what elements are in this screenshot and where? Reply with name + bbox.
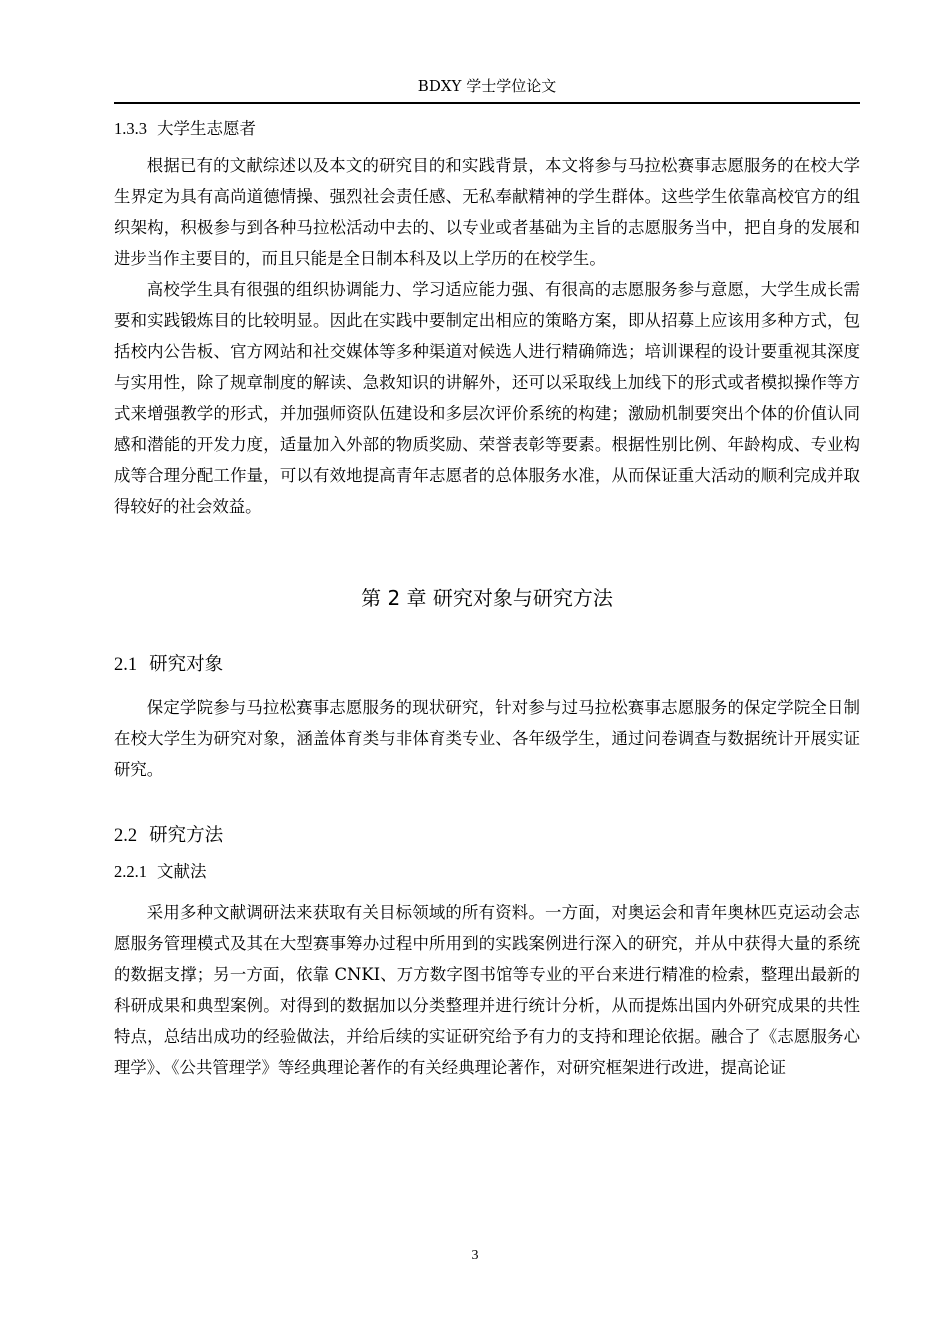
section-number: 1.3.3 bbox=[114, 119, 147, 138]
section-number: 2.2 bbox=[114, 826, 138, 846]
section-title: 研究方法 bbox=[149, 825, 224, 846]
section-heading-1-3-3 bbox=[114, 116, 860, 142]
page-header bbox=[114, 72, 860, 104]
section-heading-2-1 bbox=[114, 650, 860, 680]
section-title: 文献法 bbox=[157, 862, 207, 881]
page-number: 3 bbox=[471, 1248, 479, 1263]
page-body bbox=[114, 112, 860, 1083]
section-number: 2.1 bbox=[114, 655, 138, 675]
chapter-heading: 第 2 章 研究对象与研究方法 bbox=[361, 586, 613, 610]
section-heading-2-2-1 bbox=[114, 859, 860, 885]
paragraph: 高校学生具有很强的组织协调能力、学习适应能力强、有很高的志愿服务参与意愿，大学生成长需要和实践锻炼目的比较明显。因此在实践中要制定出相应的策略方案，即从招募上应该用多种方式，包括校内公告板、官方网站和社交媒体等多种渠道对候选人进行精确筛选；培训课程的设计要重视其深度与实用性，除了规章制度的解读、急救知识的讲解外，还可以采取线上加线下的形式或者模拟操作等方式来增强教学的形式，并加强师资队伍建设和多层次评价系统的构建；激励机制要突出个体的价值认同感和潜能的开发力度，适量加入外部的物质奖励、荣誉表彰等要素。根据性别比例、年龄构成、专业构成等合理分配工作量，可以有效地提高青年志愿者的总体服务水准，从而保证重大活动的顺利完成并取得较好的社会效益。 bbox=[114, 280, 860, 516]
paragraph: 采用多种文献调研法来获取有关目标领域的所有资料。一方面，对奥运会和青年奥林匹克运动会志愿服务管理模式及其在大型赛事筹办过程中所用到的实践案例进行深入的研究，并从中获得大量的系统的数据支撑；另一方面，依靠 CNKI、万方数字图书馆等专业的平台来进行精准的检索，整理出最新的科研成果和典型案例。对得到的数据加以分类整理并进行统计分析，从而提炼出国内外研究成果的共性特点，总结出成功的经验做法，并给后续的实证研究给予有力的支持和理论依据。融合了《志愿服务心理学》、《公共管理学》等经典理论著作的有关经典理论著作，对研究框架进行改进，提高论证 bbox=[114, 903, 860, 1077]
header-title: BDXY 学士学位论文 bbox=[417, 77, 557, 95]
section-title: 研究对象 bbox=[149, 654, 224, 675]
section-heading-2-2 bbox=[114, 821, 860, 851]
section-title: 大学生志愿者 bbox=[157, 119, 256, 138]
paragraph: 保定学院参与马拉松赛事志愿服务的现状研究，针对参与过马拉松赛事志愿服务的保定学院全日制在校大学生为研究对象，涵盖体育类与非体育类专业、各年级学生，通过问卷调查与数据统计开展实证研究。 bbox=[114, 698, 860, 779]
paragraph: 根据已有的文献综述以及本文的研究目的和实践背景，本文将参与马拉松赛事志愿服务的在校大学生界定为具有高尚道德情操、强烈社会责任感、无私奉献精神的学生群体。这些学生依靠高校官方的组织架构，积极参与到各种马拉松活动中去的、以专业或者基础为主旨的志愿服务当中，把自身的发展和进步当作主要目的，而且只能是全日制本科及以上学历的在校学生。 bbox=[114, 156, 860, 268]
section-number: 2.2.1 bbox=[114, 862, 147, 881]
